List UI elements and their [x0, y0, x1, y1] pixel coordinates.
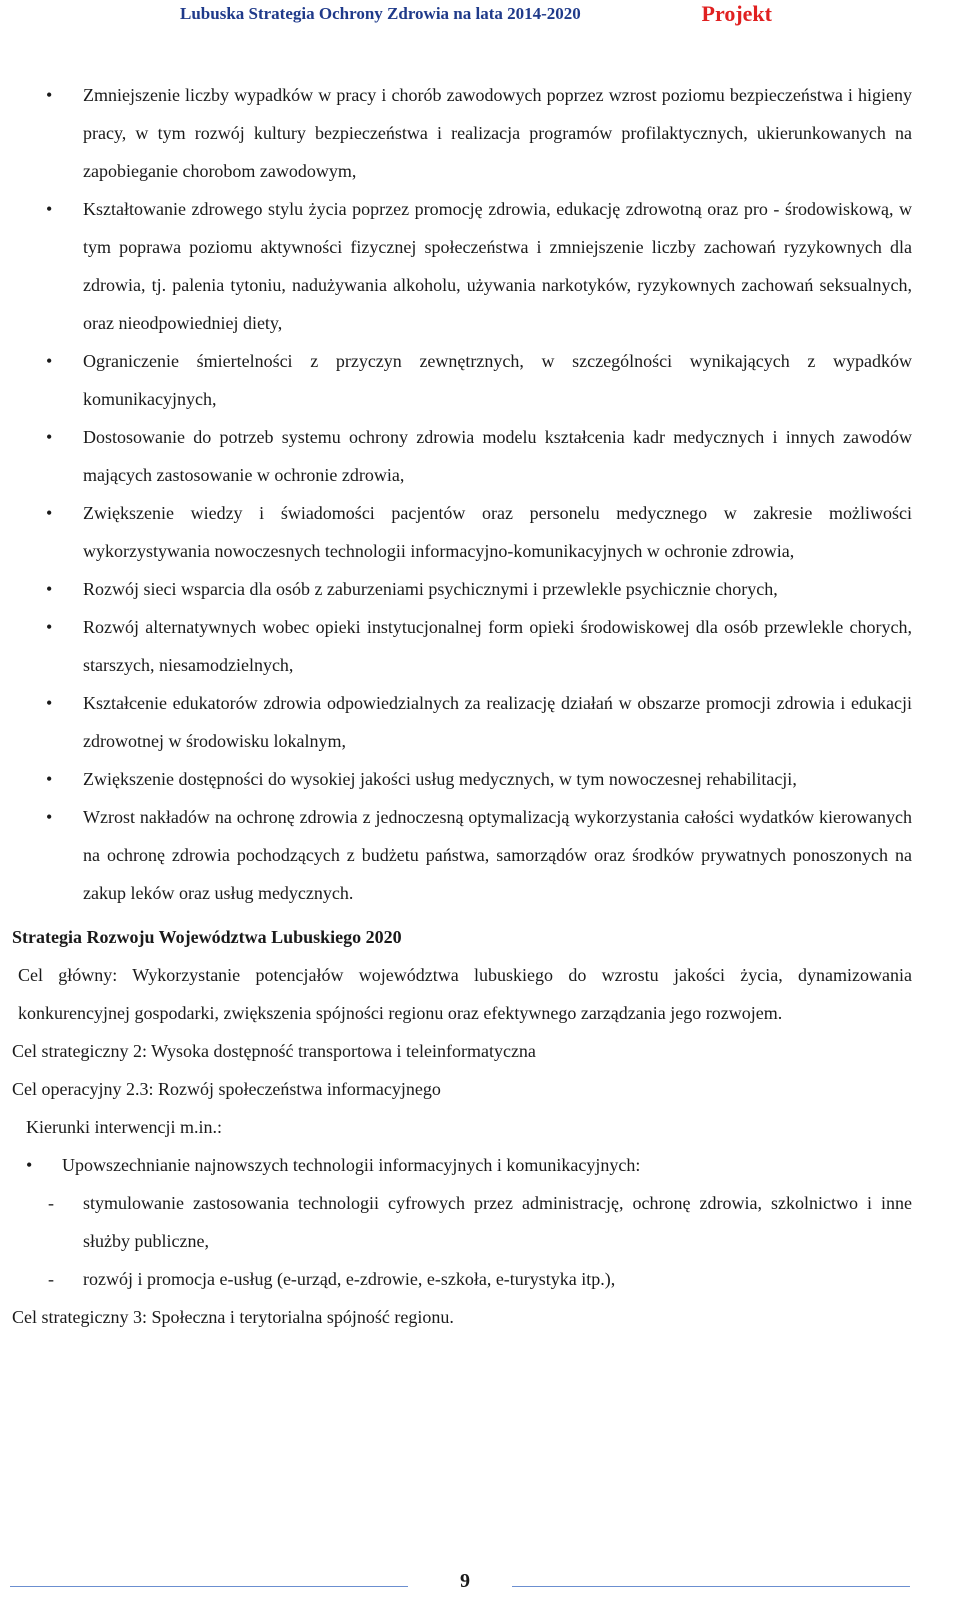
section-heading: Strategia Rozwoju Województwa Lubuskiego 2020 — [12, 927, 402, 947]
bullet-icon: • — [46, 617, 53, 637]
draft-badge: Projekt — [701, 1, 772, 26]
operational-goal: Cel operacyjny 2.3: Rozwój społeczeństwa informacyjnego — [12, 1079, 441, 1099]
list-item — [12, 760, 912, 798]
intervention-list — [12, 1146, 912, 1184]
list-item — [12, 190, 912, 342]
bullet-icon: • — [46, 351, 53, 371]
page-number: 9 — [460, 1570, 470, 1592]
list-item-text: Wzrost nakładów na ochronę zdrowia z jednoczesną optymalizacją wykorzystania całości wydatków kierowanych na ochronę zdrowia pochodzących z budżetu państwa, samorządów oraz środków prywatnych ponoszonych na zakup leków oraz usług medycznych. — [83, 807, 912, 903]
list-item — [12, 1146, 912, 1184]
list-item-text: Rozwój sieci wsparcia dla osób z zaburzeniami psychicznymi i przewlekle psychicznie chorych, — [83, 579, 778, 599]
footer-divider-left — [10, 1586, 408, 1587]
page-header — [0, 0, 960, 40]
bullet-icon: • — [46, 85, 53, 105]
page-footer — [0, 1570, 960, 1610]
strategic-goal-3: Cel strategiczny 3: Społeczna i terytorialna spójność regionu. — [12, 1307, 454, 1327]
list-item-text: Rozwój alternatywnych wobec opieki instytucjonalnej form opieki środowiskowej dla osób przewlekle chorych, starszych, niesamodzielnych, — [83, 617, 912, 675]
bullet-icon: • — [46, 693, 53, 713]
list-item-text: Kształtowanie zdrowego stylu życia poprzez promocję zdrowia, edukację zdrowotną oraz pro - środowiskową, w tym poprawa poziomu aktywności fizycznej społeczeństwa i zmniejszenie liczby zachowań ryzykownych dla zdrowia, tj. palenia tytoniu, nadużywania alkoholu, używania narkotyków, ryzykownych zachowań seksualnych, oraz nieodpowiedniej diety, — [83, 199, 912, 333]
dash-icon: - — [48, 1269, 54, 1289]
dash-icon: - — [48, 1193, 54, 1213]
list-item-text: Zmniejszenie liczby wypadków w pracy i chorób zawodowych poprzez wzrost poziomu bezpieczeństwa i higieny pracy, w tym rozwój kultury bezpieczeństwa i realizacja programów profilaktycznych, ukierunkowanych na zapobieganie chorobom zawodowym, — [83, 85, 912, 181]
list-item — [12, 1260, 912, 1298]
list-item-text: stymulowanie zastosowania technologii cyfrowych przez administrację, ochronę zdrowia, szkolnictwo i inne służby publiczne, — [83, 1193, 912, 1251]
main-goal-paragraph: Cel główny: Wykorzystanie potencjałów województwa lubuskiego do wzrostu jakości życia, dynamizowania konkurencyjnej gospodarki, zwiększenia spójności regionu oraz efektywnego zarządzania jego rozwojem. — [18, 965, 912, 1023]
list-item — [12, 494, 912, 570]
list-item — [12, 1184, 912, 1260]
bullet-icon: • — [46, 807, 53, 827]
document-body — [12, 76, 912, 1336]
bullet-icon: • — [46, 199, 53, 219]
list-item — [12, 76, 912, 190]
footer-divider-right — [512, 1586, 910, 1587]
intervention-directions-label: Kierunki interwencji m.in.: — [26, 1117, 222, 1137]
bullet-icon: • — [46, 427, 53, 447]
list-item — [12, 684, 912, 760]
strategic-goal-2: Cel strategiczny 2: Wysoka dostępność transportowa i teleinformatyczna — [12, 1041, 536, 1061]
list-item — [12, 570, 912, 608]
intervention-dash-list — [12, 1184, 912, 1298]
list-item — [12, 798, 912, 912]
document-title: Lubuska Strategia Ochrony Zdrowia na lata 2014-2020 — [180, 4, 581, 23]
goals-list — [12, 76, 912, 912]
list-item-text: rozwój i promocja e-usług (e-urząd, e-zdrowie, e-szkoła, e-turystyka itp.), — [83, 1269, 616, 1289]
list-item-text: Upowszechnianie najnowszych technologii informacyjnych i komunikacyjnych: — [62, 1155, 641, 1175]
bullet-icon: • — [46, 769, 53, 789]
list-item-text: Kształcenie edukatorów zdrowia odpowiedzialnych za realizację działań w obszarze promocji zdrowia i edukacji zdrowotnej w środowisku lokalnym, — [83, 693, 912, 751]
bullet-icon: • — [46, 503, 53, 523]
list-item-text: Zwiększenie dostępności do wysokiej jakości usług medycznych, w tym nowoczesnej rehabilitacji, — [83, 769, 797, 789]
bullet-icon: • — [26, 1155, 33, 1175]
list-item-text: Zwiększenie wiedzy i świadomości pacjentów oraz personelu medycznego w zakresie możliwości wykorzystywania nowoczesnych technologii informacyjno-komunikacyjnych w ochronie zdrowia, — [83, 503, 912, 561]
list-item — [12, 608, 912, 684]
list-item-text: Dostosowanie do potrzeb systemu ochrony zdrowia modelu kształcenia kadr medycznych i innych zawodów mających zastosowanie w ochronie zdrowia, — [83, 427, 912, 485]
list-item — [12, 418, 912, 494]
list-item-text: Ograniczenie śmiertelności z przyczyn zewnętrznych, w szczególności wynikających z wypadków komunikacyjnych, — [83, 351, 912, 409]
list-item — [12, 342, 912, 418]
bullet-icon: • — [46, 579, 53, 599]
